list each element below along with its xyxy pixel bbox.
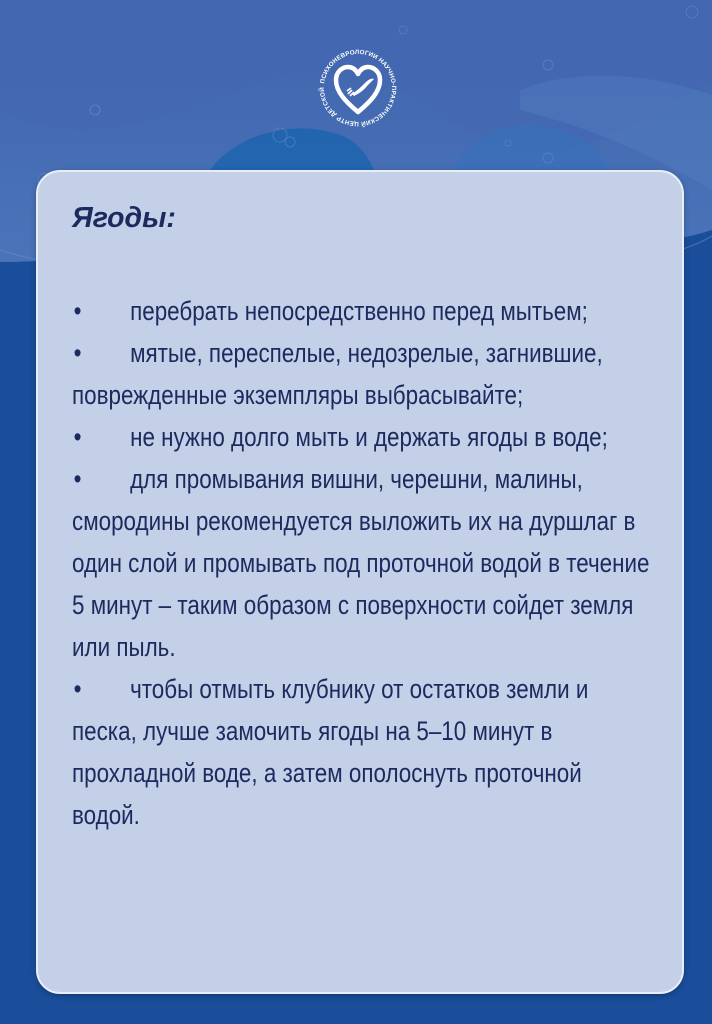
list-item-text: мятые, переспелые, недозрелые, загнившие, поврежденные экземпляры выбрасывайте; xyxy=(72,338,603,410)
tips-list xyxy=(72,290,653,836)
list-item xyxy=(72,416,653,458)
list-item xyxy=(72,458,653,668)
bullet-icon: • xyxy=(73,674,82,704)
bullet-icon: • xyxy=(73,464,82,494)
bullet-icon: • xyxy=(73,338,82,368)
heart-with-hands-logo-icon xyxy=(316,46,400,130)
list-item xyxy=(72,290,653,332)
section-title: Ягоды: xyxy=(72,202,176,234)
bullet-icon: • xyxy=(73,296,82,326)
list-item-text: для промывания вишни, черешни, малины, смородины рекомендуется выложить их на дуршлаг в один слой и промывать под проточной водой в течение 5 минут – таким образом с поверхности сойдет земля или пыль. xyxy=(72,464,650,662)
list-item-text: перебрать непосредственно перед мытьем; xyxy=(130,296,588,326)
list-item xyxy=(72,668,653,836)
bullet-icon: • xyxy=(73,422,82,452)
list-item-text: чтобы отмыть клубнику от остатков земли и песка, лучше замочить ягоды на 5–10 минут в прохладной воде, а затем ополоснуть проточной водой. xyxy=(72,674,589,830)
list-item xyxy=(72,332,653,416)
content-card xyxy=(36,170,684,994)
svg-text:ПСИХОНЕВРОЛОГИИ НАУЧНО-ПРАКТИЧ: ПСИХОНЕВРОЛОГИИ НАУЧНО-ПРАКТИЧЕСКИЙ ЦЕНТР ДЕТСКОЙ xyxy=(318,48,398,128)
list-item-text: не нужно долго мыть и держать ягоды в воде; xyxy=(130,422,608,452)
